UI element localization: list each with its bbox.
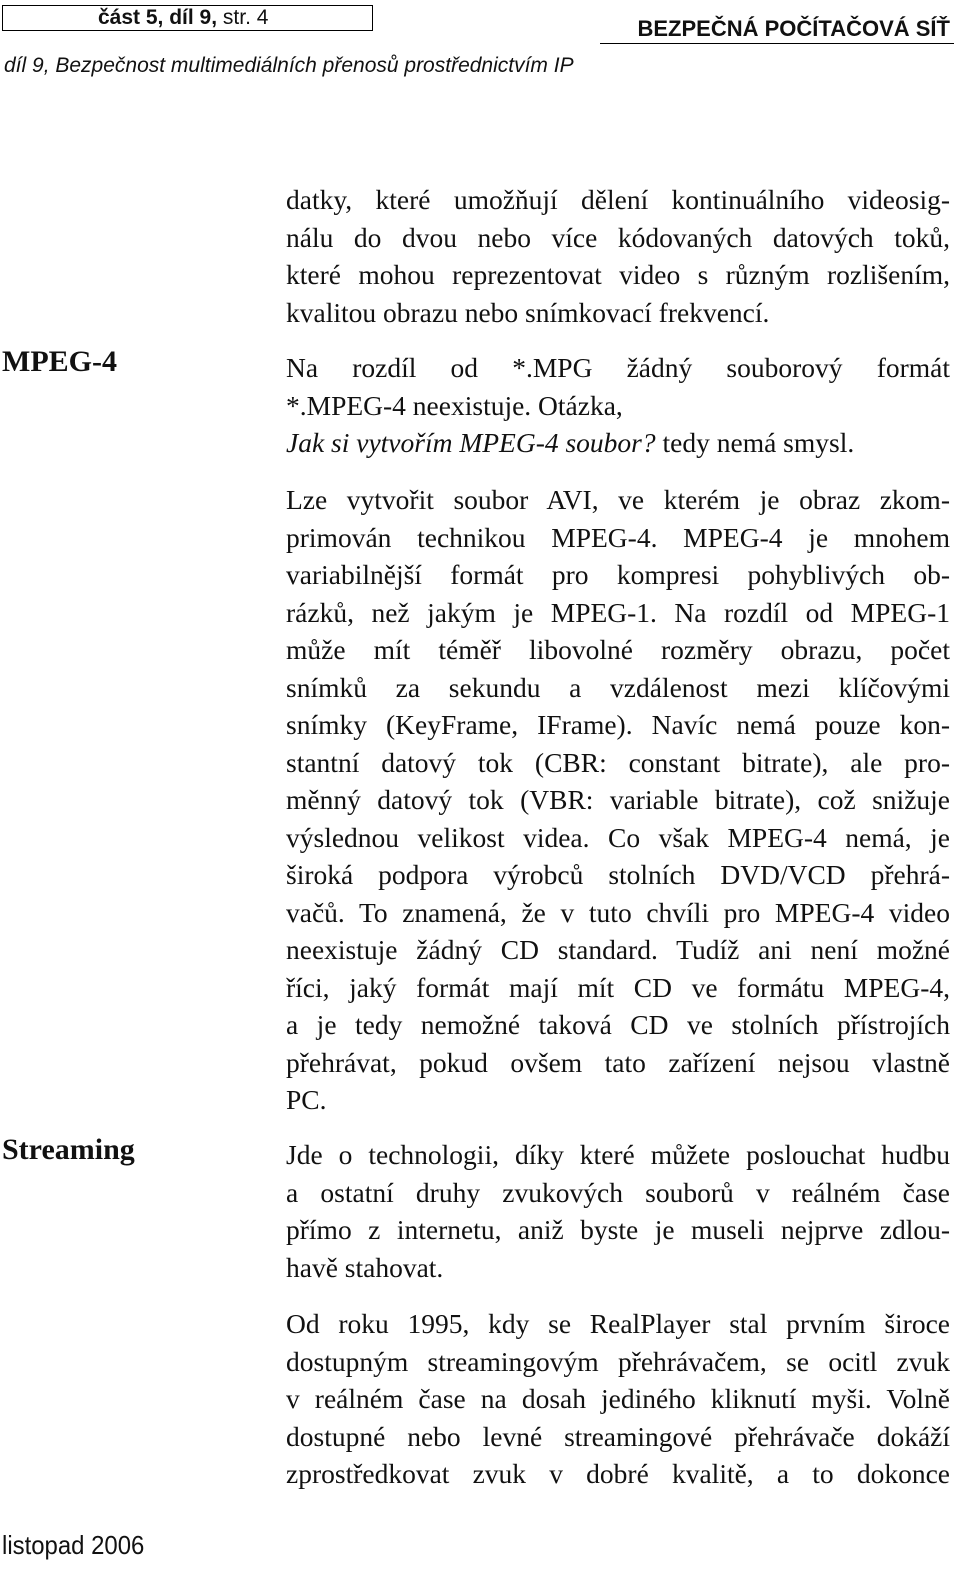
text-line: které mohou reprezentovat video s různým rozlišením, [286,259,950,290]
paragraph-3 [286,481,950,1119]
text-line: stantní datový tok (CBR: constant bitrate), ale pro- [286,746,950,778]
text-line: může mít téměř libovolné rozměry obrazu, počet [286,634,950,665]
text-line: a je tedy nemožné taková CD ve stolních přístrojích [286,1009,950,1040]
text-line: variabilnější formát pro kompresi pohyblivých ob- [286,559,950,590]
text-line: rázků, než jakým je MPEG-1. Na rozdíl od MPEG-1 [286,596,950,628]
text-line: dostupné nebo levné streamingové přehrávače dokáží [286,1420,950,1452]
paragraph-1 [286,181,950,331]
text-line: PC. [286,1084,327,1115]
paragraph-2 [286,349,950,462]
text-line: a ostatní druhy zvukových souborů v reálném čase [286,1176,950,1208]
text-line: přímo z internetu, aniž byste je museli nejprve zdlou- [286,1214,950,1245]
chapter-subtitle: díl 9, Bezpečnost multimediálních přenosů prostřednictvím IP [4,54,574,77]
italic-question: Jak si vytvořím MPEG-4 soubor? [286,427,656,458]
section-box [2,5,373,31]
text-line: vačů. To znamená, že v tuto chvíli pro MPEG-4 video [286,896,950,928]
text-line: dostupným streamingovým přehrávačem, se ocitl zvuk [286,1345,950,1377]
text-line: měnný datový tok (VBR: variable bitrate), což snižuje [286,784,950,815]
paragraph-4 [286,1136,950,1286]
text-line: Lze vytvořit soubor AVI, ve kterém je obraz zkom- [286,484,950,515]
text-line: *.MPEG-4 neexistuje. Otázka, [286,389,623,421]
text-line: Od roku 1995, kdy se RealPlayer stal prvním široce [286,1308,950,1339]
text-line: výslednou velikost videa. Co však MPEG-4 nemá, je [286,821,950,853]
question-tail: tedy nemá smysl. [655,427,855,458]
section-label: část 5, díl 9, [98,6,218,29]
text-line: zprostředkovat zvuk v dobré kvalitě, a to dokonce [286,1458,950,1489]
text-line: široká podpora výrobců stolních DVD/VCD přehrá- [286,859,950,890]
page-number: str. 4 [217,6,269,29]
paragraph-5 [286,1305,950,1493]
text-line: datky, které umožňují dělení kontinuálního videosig- [286,184,950,215]
text-line: v reálném čase na dosah jediného kliknutí myši. Volně [286,1383,950,1414]
text-line: kvalitou obrazu nebo snímkovací frekvencí. [286,296,770,328]
side-label-mpeg4: MPEG-4 [2,345,117,378]
text-line: říci, jaký formát mají mít CD ve formátu MPEG-4, [286,971,950,1003]
running-title: BEZPEČNÁ POČÍTAČOVÁ SÍŤ [637,16,950,41]
text-line: Na rozdíl od *.MPG žádný souborový formát [286,352,950,383]
text-line [286,424,950,462]
text-line: primován technikou MPEG-4. MPEG-4 je mnohem [286,521,950,553]
text-line: Jde o technologii, díky které můžete poslouchat hudbu [286,1139,950,1170]
text-line: nálu do dvou nebo více kódovaných datových toků, [286,221,950,253]
text-line: neexistuje žádný CD standard. Tudíž ani není možné [286,934,950,965]
header-rule [600,43,954,44]
text-line: přehrávat, pokud ovšem tato zařízení nejsou vlastně [286,1046,950,1078]
footer-date: listopad 2006 [2,1530,145,1560]
text-line: snímků za sekundu a vzdálenost mezi klíčovými [286,671,950,703]
text-line: havě stahovat. [286,1251,444,1283]
side-label-streaming: Streaming [2,1133,135,1166]
text-line: snímky (KeyFrame, IFrame). Navíc nemá pouze kon- [286,709,950,740]
